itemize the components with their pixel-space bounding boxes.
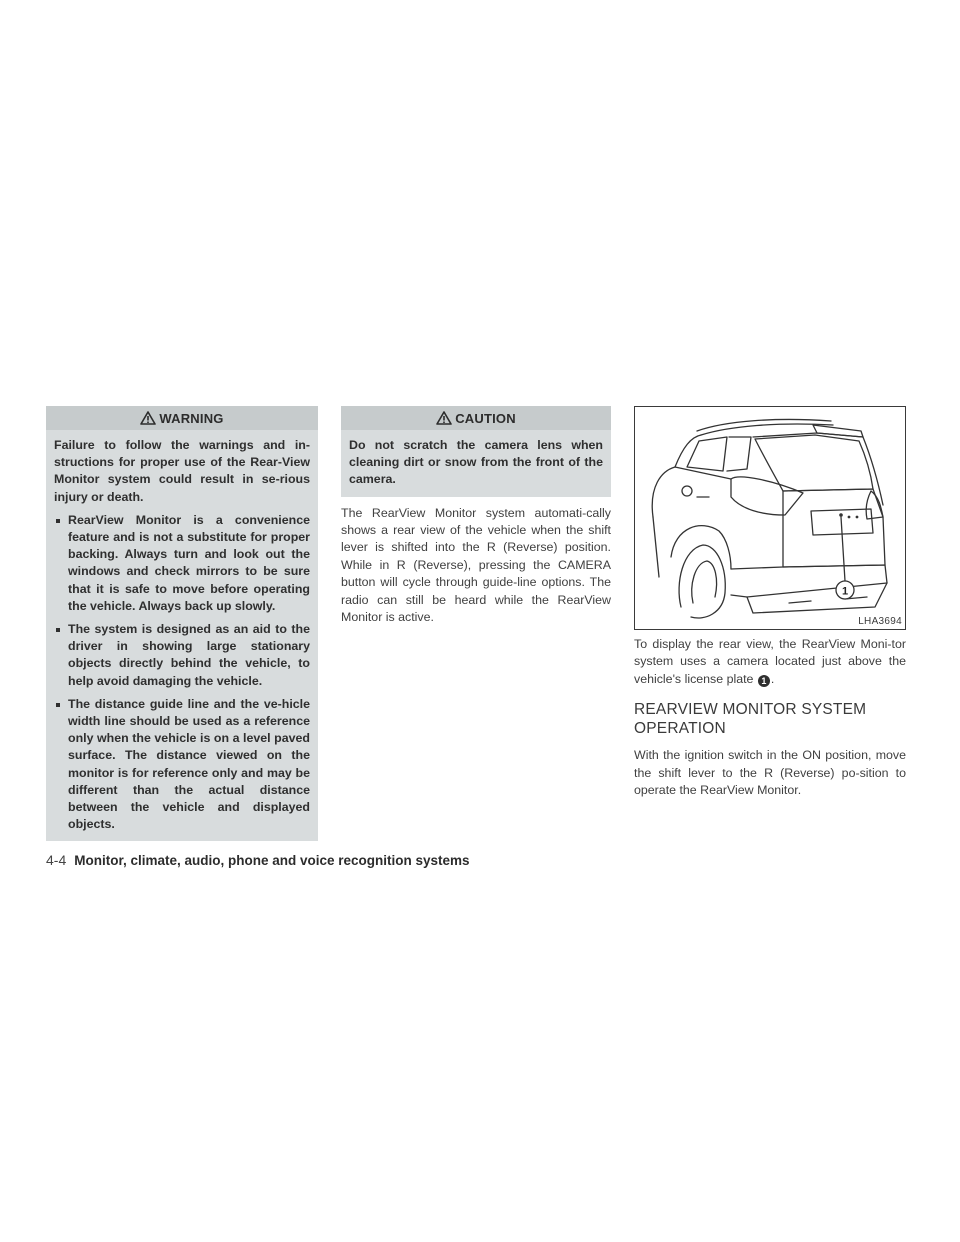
warning-bullet-list [46,512,318,834]
vehicle-rear-illustration [634,406,906,630]
caution-text: Do not scratch the camera lens when cleaning dirt or snow from the front of the camera. [349,438,603,487]
system-description: The RearView Monitor system automati-cally shows a rear view of the vehicle when the shift lever is shifted into the R (Reverse) position. While in R (Reverse), pressing the CAMERA button will cycle through guide-line options. The radio can still be heard while the RearView Monitor is active. [341,505,611,625]
caption-text: To display the rear view, the RearView Moni-tor system uses a camera located just above the vehicle's license plate [634,637,906,686]
figure-callout-number: 1 [841,585,849,598]
caution-column [341,406,611,626]
page-number: 4-4 [46,852,67,868]
caution-triangle-icon [436,411,452,425]
caution-heading: CAUTION [455,410,516,426]
section-title: REARVIEW MONITOR SYSTEM OPERATION [634,701,867,738]
warning-header [46,406,318,430]
page-footer [46,852,470,868]
warning-bullet: RearView Monitor is a convenience feature and is not a substitute for proper backing. Always turn and look out the windows and check mirrors to be sure that it is safe to move before operating the vehicle. Always back up slowly. [54,512,310,615]
warning-bullet: The system is designed as an aid to the driver in showing large stationary objects directly behind the vehicle, to help avoid damaging the vehicle. [54,621,310,690]
figure-caption [634,636,906,688]
caption-end: . [770,671,775,686]
warning-box [46,406,318,841]
warning-bullet: The distance guide line and the ve-hicle width line should be used as a reference only when the vehicle is on a level paved surface. The distance viewed on the monitor is for reference only and may be different than the actual distance between the vehicle and displayed objects. [54,696,310,834]
warning-triangle-icon [140,411,156,425]
figure-column [634,406,906,799]
warning-heading: WARNING [159,410,224,426]
chapter-title: Monitor, climate, audio, phone and voice recognition systems [74,853,470,868]
figure-code: LHA3694 [858,616,902,627]
caution-box [341,406,611,497]
warning-column [46,406,318,841]
caution-header [341,406,611,430]
suv-rear-drawing [635,407,905,629]
callout-1-icon: 1 [758,675,770,687]
warning-intro: Failure to follow the warnings and in-structions for proper use of the Rear-View Monitor system could result in se-rious injury or death. [54,438,310,504]
operation-text: With the ignition switch in the ON position, move the shift lever to the R (Reverse) po-sition to operate the RearView Monitor. [634,748,906,798]
